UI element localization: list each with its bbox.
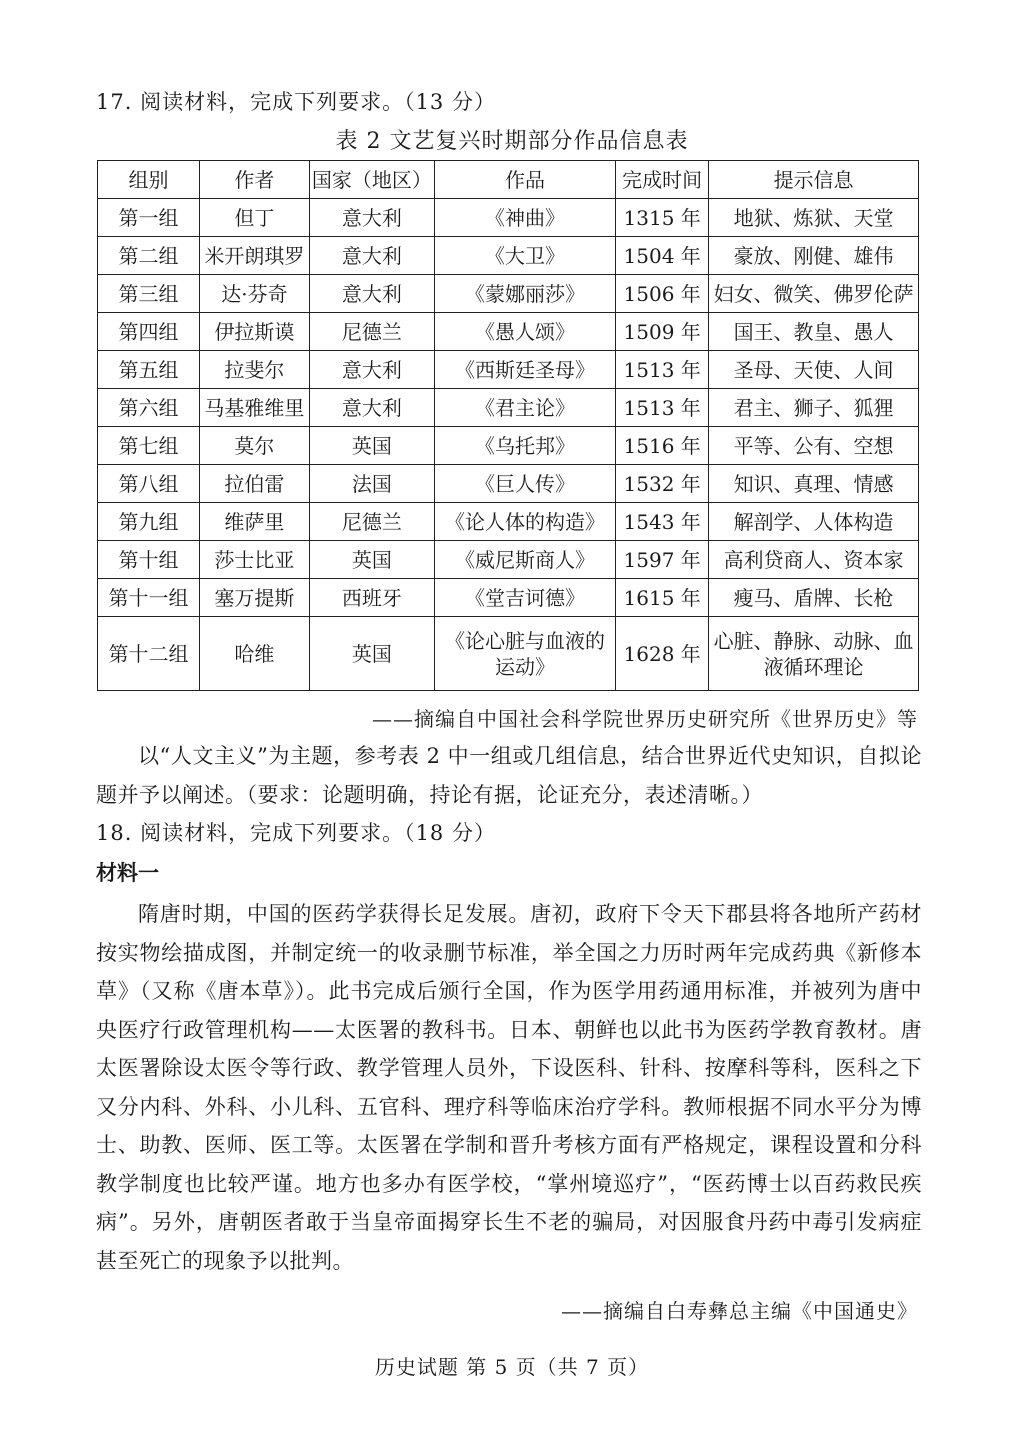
table-cell: 1615 年 (616, 579, 709, 617)
table-cell: 第六组 (98, 389, 200, 427)
table-cell: 莫尔 (200, 427, 310, 465)
column-header: 国家（地区） (309, 161, 434, 199)
table-cell: 《论人体的构造》 (434, 503, 615, 541)
table-cell: 1513 年 (616, 351, 709, 389)
table-cell: 第二组 (98, 237, 200, 275)
table-source-citation: ——摘编自中国社会科学院世界历史研究所《世界历史》等 (372, 707, 918, 731)
table-cell: 意大利 (309, 351, 434, 389)
column-header: 提示信息 (709, 161, 919, 199)
page-footer: 历史试题 第 5 页（共 7 页） (374, 1355, 650, 1379)
table-cell: 塞万提斯 (200, 579, 310, 617)
table-cell: 《西斯廷圣母》 (434, 351, 615, 389)
table-cell: 《愚人颂》 (434, 313, 615, 351)
table-cell: 1513 年 (616, 389, 709, 427)
table-cell: 1516 年 (616, 427, 709, 465)
table-cell: 1597 年 (616, 541, 709, 579)
table-cell: 第七组 (98, 427, 200, 465)
table-row (98, 579, 919, 617)
table-title: 表 2 文艺复兴时期部分作品信息表 (335, 129, 689, 154)
question-17-task: 以“人文主义”为主题，参考表 2 中一组或几组信息，结合世界近代史知识，自拟论题并予以阐述。（要求：论题明确，持论有据，论证充分，表述清晰。） (96, 744, 922, 807)
table-row (98, 313, 919, 351)
table-cell: 《大卫》 (434, 237, 615, 275)
table-cell: 地狱、炼狱、天堂 (709, 199, 919, 237)
table-cell: 《堂吉诃德》 (434, 579, 615, 617)
table-row (98, 503, 919, 541)
table-row (98, 427, 919, 465)
table-cell: 知识、真理、情感 (709, 465, 919, 503)
table-row (98, 389, 919, 427)
table-cell: 1628 年 (616, 617, 709, 691)
table-cell: 1506 年 (616, 275, 709, 313)
table-row (98, 617, 919, 691)
table-cell: 《乌托邦》 (434, 427, 615, 465)
table-cell: 1315 年 (616, 199, 709, 237)
table-cell: 《论心脏与血液的运动》 (434, 617, 615, 691)
table-row (98, 541, 919, 579)
table-cell: 《蒙娜丽莎》 (434, 275, 615, 313)
table-cell: 《君主论》 (434, 389, 615, 427)
column-header: 作者 (200, 161, 310, 199)
table-row (98, 465, 919, 503)
table-cell: 解剖学、人体构造 (709, 503, 919, 541)
table-cell: 国王、教皇、愚人 (709, 313, 919, 351)
table-cell: 《巨人传》 (434, 465, 615, 503)
table-row (98, 275, 919, 313)
table-cell: 君主、狮子、狐狸 (709, 389, 919, 427)
column-header: 完成时间 (616, 161, 709, 199)
material-1-text: 隋唐时期，中国的医药学获得长足发展。唐初，政府下令天下郡县将各地所产药材按实物绘描成图，并制定统一的收录删节标准，举全国之力历时两年完成药典《新修本草》（又称《唐本草》）。此书完成后颁行全国，作为医学用药通用标准，并被列为唐中央医疗行政管理机构——太医署的教科书。日本、朝鲜也以此书为医药学教育教材。唐太医署除设太医令等行政、教学管理人员外，下设医科、针科、按摩科等科，医科之下又分内科、外科、小儿科、五官科、理疗科等临床治疗学科。教师根据不同水平分为博士、助教、医师、医工等。太医署在学制和晋升考核方面有严格规定，课程设置和分科教学制度也比较严谨。地方也多办有医学校，“掌州境巡疗”，“医药博士以百药救民疾病”。另外，唐朝医者敢于当皇帝面揭穿长生不老的骗局，对因服食丹药中毒引发病症甚至死亡的现象予以批判。 (96, 902, 922, 1273)
table-cell: 第一组 (98, 199, 200, 237)
table-row (98, 237, 919, 275)
table-cell: 维萨里 (200, 503, 310, 541)
table-cell: 拉斐尔 (200, 351, 310, 389)
renaissance-works-table (97, 160, 919, 691)
question-17-heading: 17. 阅读材料，完成下列要求。（13 分） (96, 90, 496, 114)
table-cell: 心脏、静脉、动脉、血液循环理论 (709, 617, 919, 691)
table-cell: 豪放、刚健、雄伟 (709, 237, 919, 275)
table-cell: 第十一组 (98, 579, 200, 617)
table-cell: 1504 年 (616, 237, 709, 275)
table-cell: 第五组 (98, 351, 200, 389)
material-1-label: 材料一 (96, 861, 159, 885)
table-cell: 1509 年 (616, 313, 709, 351)
table-cell: 瘦马、盾牌、长枪 (709, 579, 919, 617)
table-cell: 尼德兰 (309, 313, 434, 351)
table-cell: 米开朗琪罗 (200, 237, 310, 275)
column-header: 组别 (98, 161, 200, 199)
table-cell: 意大利 (309, 237, 434, 275)
table-cell: 达·芬奇 (200, 275, 310, 313)
table-cell: 《神曲》 (434, 199, 615, 237)
table-cell: 圣母、天使、人间 (709, 351, 919, 389)
table-cell: 法国 (309, 465, 434, 503)
table-cell: 但丁 (200, 199, 310, 237)
table-cell: 英国 (309, 617, 434, 691)
table-cell: 伊拉斯谟 (200, 313, 310, 351)
table-cell: 高利贷商人、资本家 (709, 541, 919, 579)
table-cell: 意大利 (309, 275, 434, 313)
column-header: 作品 (434, 161, 615, 199)
table-cell: 莎士比亚 (200, 541, 310, 579)
table-cell: 第十组 (98, 541, 200, 579)
table-cell: 拉伯雷 (200, 465, 310, 503)
table-cell: 第四组 (98, 313, 200, 351)
table-cell: 哈维 (200, 617, 310, 691)
table-cell: 意大利 (309, 389, 434, 427)
table-cell: 平等、公有、空想 (709, 427, 919, 465)
table-cell: 1543 年 (616, 503, 709, 541)
table-cell: 马基雅维里 (200, 389, 310, 427)
table-cell: 尼德兰 (309, 503, 434, 541)
table-cell: 西班牙 (309, 579, 434, 617)
question-18-heading: 18. 阅读材料，完成下列要求。（18 分） (96, 821, 496, 845)
table-cell: 1532 年 (616, 465, 709, 503)
table-cell: 第九组 (98, 503, 200, 541)
table-cell: 英国 (309, 427, 434, 465)
table-row (98, 199, 919, 237)
table-cell: 英国 (309, 541, 434, 579)
table-cell: 第八组 (98, 465, 200, 503)
material-1-source-citation: ——摘编自白寿彝总主编《中国通史》 (561, 1299, 918, 1323)
table-header-row (98, 161, 919, 199)
table-row (98, 351, 919, 389)
table-cell: 第三组 (98, 275, 200, 313)
table-cell: 第十二组 (98, 617, 200, 691)
table-cell: 《威尼斯商人》 (434, 541, 615, 579)
table-cell: 意大利 (309, 199, 434, 237)
table-cell: 妇女、微笑、佛罗伦萨 (709, 275, 919, 313)
